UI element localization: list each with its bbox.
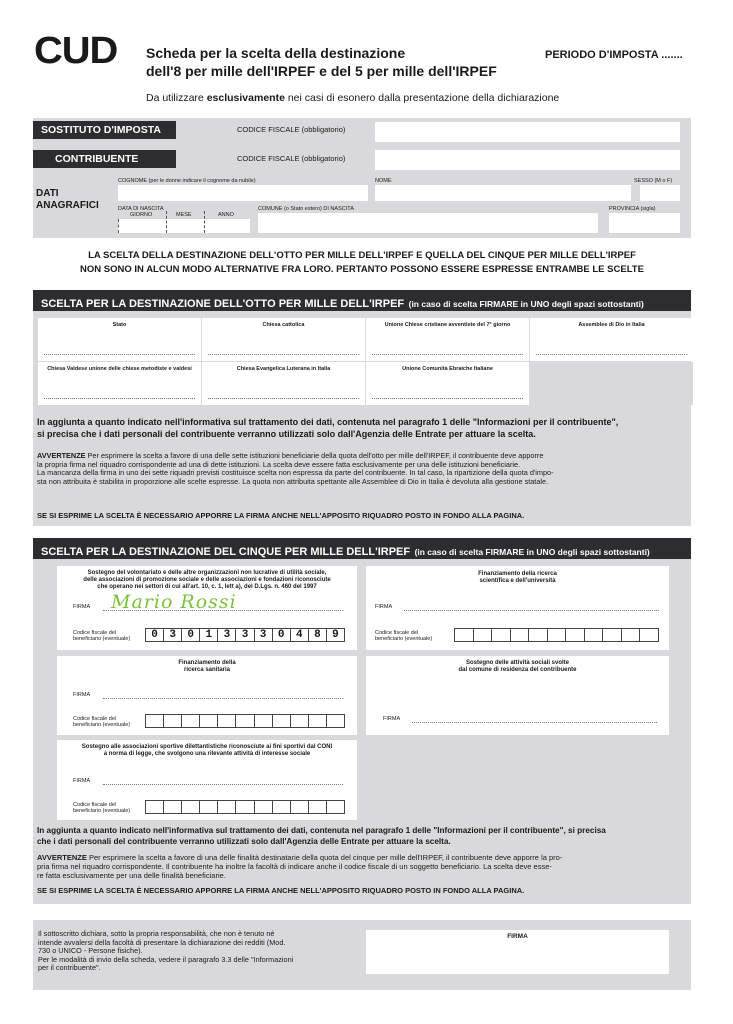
box3-cf-digits[interactable]: [145, 714, 345, 728]
otto-choice-label: Unione Comunità Ebraiche Italiane: [402, 366, 493, 372]
cognome-field[interactable]: [118, 185, 368, 201]
cf-digit-empty: [236, 801, 254, 813]
cf-digit-empty: [182, 801, 200, 813]
cinque-avvertenze: [37, 853, 687, 880]
otto-title: SCELTA PER LA DESTINAZIONE DELL'OTTO PER MILLE DELL'IRPEF: [41, 298, 405, 310]
box2-cf-digits[interactable]: [454, 628, 659, 642]
cinque-box-volontariato[interactable]: [57, 566, 357, 650]
otto-avv-label: AVVERTENZE: [37, 451, 86, 460]
box5-cf-label-2: beneficiario (eventuale): [73, 808, 131, 814]
cf-digit-empty: [146, 715, 164, 727]
otto-signature-line: [536, 354, 687, 355]
otto-signature-line: [208, 398, 359, 399]
anno-label: ANNO: [218, 212, 234, 218]
box3-cf-label-2: beneficiario (eventuale): [73, 722, 131, 728]
cinque-avv-3: re fatta esclusivamente per una delle finalità beneficiarie.: [37, 871, 226, 880]
otto-signature-line: [44, 398, 195, 399]
footer-declaration: [38, 930, 293, 973]
date-divider-1: [166, 211, 167, 233]
otto-choice-box[interactable]: [202, 318, 365, 361]
cf-digit: 8: [309, 629, 327, 641]
otto-sign-note: SE SI ESPRIME LA SCELTA È NECESSARIO APPORRE LA FIRMA ANCHE NELL'APPOSITO RIQUADRO POSTO IN FONDO ALLA PAGINA.: [37, 511, 525, 520]
box3-desc-1: Finanziamento della: [178, 660, 236, 666]
otto-avv-4: sta non attribuita è stabilita in proporzione alle scelte espresse. La quota non attribuita spettante alle Assemblee di Dio in Italia è devoluta alla gestione statale.: [37, 476, 549, 486]
cognome-label: COGNOME (per le donne indicare il cognome da nubile): [118, 178, 256, 184]
cf-digit: 4: [291, 629, 309, 641]
footer-line-2: intende avvalersi della facoltà di presentare la dichiarazione dei redditi (Mod.: [38, 937, 286, 947]
cinque-box-sportive[interactable]: [57, 740, 357, 820]
otto-choice-label: Stato: [112, 322, 127, 328]
nome-field[interactable]: [375, 185, 631, 201]
box4-signature-line: [412, 722, 657, 723]
cf-digit-empty: [236, 715, 254, 727]
cinque-header: [33, 538, 691, 559]
cf-digit: 0: [182, 629, 200, 641]
mese-label: MESE: [176, 212, 192, 218]
cf-digit: 1: [200, 629, 218, 641]
box4-firma-label: FIRMA: [383, 716, 401, 722]
cud-logo: CUD: [34, 30, 118, 72]
notice-line-2: NON SONO IN ALCUN MODO ALTERNATIVE FRA LORO. PERTANTO POSSONO ESSERE ESPRESSE ENTRAMBE LE SCELTE: [80, 264, 644, 275]
cinque-sign-note: SE SI ESPRIME LA SCELTA È NECESSARIO APPORRE LA FIRMA ANCHE NELL'APPOSITO RIQUADRO POSTO IN FONDO ALLA PAGINA.: [37, 886, 525, 895]
cinque-info-2: che i dati personali del contribuente verranno utilizzati solo dall'Agenzia delle Entrate per attuare la scelta.: [37, 837, 451, 846]
form-title-line1: Scheda per la scelta della destinazione: [146, 45, 406, 61]
box1-desc-3: che operano nei settori di cui all'art. 10, c. 1, lett a), del D.Lgs. n. 460 del 1997: [97, 584, 317, 590]
date-divider-2: [204, 211, 205, 233]
subtitle-post: nei casi di esonero dalla presentazione della dichiarazione: [284, 92, 560, 104]
provincia-label: PROVINCIA (sigla): [609, 206, 656, 212]
cf-digit: 3: [218, 629, 236, 641]
cinque-avv-1: Per esprimere la scelta a favore di una delle finalità destinatarie della quota del cinque per mille dell'IRPEF, il contribuente deve apporre la pro-: [86, 853, 563, 862]
cf-digit-empty: [492, 629, 511, 641]
otto-signature-line: [372, 398, 523, 399]
cf-digit-empty: [529, 629, 548, 641]
otto-choice-box[interactable]: [366, 318, 529, 361]
cinque-avv-2: pria firma nel riquadro corrispondente. Il contribuente ha inoltre la facoltà di indicare anche il codice fiscale di un soggetto beneficiario. La scelta deve esse-: [37, 862, 552, 871]
cf-digit-empty: [273, 715, 291, 727]
cf-digit-empty: [327, 801, 345, 813]
cf-digit-empty: [511, 629, 530, 641]
box4-desc-1: Sostegno delle attività sociali svolte: [465, 660, 570, 666]
otto-empty-cell: [530, 362, 693, 405]
contribuente-cf-label: CODICE FISCALE (obbligatorio): [237, 154, 346, 163]
box5-cf-label-1: Codice fiscale del: [73, 802, 117, 808]
cf-digit: 3: [164, 629, 182, 641]
notice-line-1: LA SCELTA DELLA DESTINAZIONE DELL'OTTO PER MILLE DELL'IRPEF E QUELLA DEL CINQUE PER MILLE DELL'IRPEF: [88, 250, 636, 261]
cf-digit-empty: [585, 629, 604, 641]
box2-desc-2: scientifica e dell'università: [479, 578, 556, 584]
cf-digit-empty: [603, 629, 622, 641]
nome-label: NOME: [375, 178, 392, 184]
footer-line-3: 730 o UNICO - Persone fisiche).: [38, 946, 143, 956]
box3-cf-label-1: Codice fiscale del: [73, 716, 117, 722]
cf-digit-empty: [327, 715, 345, 727]
cf-digit-empty: [182, 715, 200, 727]
box3-firma-label: FIRMA: [73, 692, 91, 698]
footer-line-4: Per le modalità di invio della scheda, vedere il paragrafo 3.3 delle "Informazioni: [38, 954, 294, 964]
cinque-info-1: In aggiunta a quanto indicato nell'informativa sul trattamento dei dati, contenuta nel paragrafo 1 delle "Informazioni per il contribuente", si precisa: [37, 826, 606, 835]
otto-choice-box[interactable]: [202, 362, 365, 405]
cinque-title-note: (in caso di scelta FIRMARE in UNO degli spazi sottostanti): [414, 547, 650, 557]
dati-label-2: ANAGRAFICI: [36, 200, 99, 211]
footer-signature-box[interactable]: [366, 930, 669, 974]
cf-digit-empty: [474, 629, 493, 641]
box5-signature-line: [103, 784, 343, 785]
cf-digit: 3: [236, 629, 254, 641]
box5-cf-digits[interactable]: [145, 800, 345, 814]
cf-digit-empty: [200, 801, 218, 813]
box1-signature: Mario Rossi: [111, 591, 237, 613]
cf-digit: 3: [255, 629, 273, 641]
otto-signature-line: [208, 354, 359, 355]
cf-digit-empty: [640, 629, 659, 641]
otto-choice-box[interactable]: [38, 362, 201, 405]
cf-digit-empty: [291, 801, 309, 813]
giorno-label: GIORNO: [130, 212, 153, 218]
cinque-box-ricerca-sanitaria[interactable]: [57, 656, 357, 735]
otto-choice-label: Chiesa Evangelica Luterana in Italia: [236, 366, 331, 372]
form-subtitle: [146, 92, 559, 104]
box5-desc-2: a norma di legge, che svolgono una rilevante attività di interesse sociale: [103, 751, 311, 757]
cf-digit-empty: [218, 801, 236, 813]
box1-desc-1: Sostegno del volontariato e delle altre organizzazioni non lucrative di utilità sociale,: [87, 570, 327, 576]
cinque-title: SCELTA PER LA DESTINAZIONE DEL CINQUE PER MILLE DELL'IRPEF: [41, 546, 411, 558]
subtitle-bold: esclusivamente: [206, 92, 285, 104]
box2-signature-line: [404, 610, 659, 611]
footer-line-5: per il contribuente".: [38, 963, 101, 973]
otto-avv-2: la propria firma nel riquadro corrispondente ad una di dette istituzioni. La scelta deve essere fatta esclusivamente per una delle istituzioni beneficiarie.: [37, 459, 521, 469]
otto-info-1: In aggiunta a quanto indicato nell'informativa sul trattamento dei dati, contenuta nel paragrafo 1 delle "Informazioni per il contribuente",: [37, 417, 619, 427]
footer-firma-label: FIRMA: [507, 933, 528, 940]
footer-line-1: Il sottoscritto dichiara, sotto la propria responsabilità, che non è tenuto né: [38, 929, 275, 938]
otto-header: [33, 290, 691, 311]
box5-firma-label: FIRMA: [73, 778, 91, 784]
otto-avv-1: Per esprimere la scelta a favore di una delle sette istituzioni beneficiarie della quota dell'otto per mille dell'IRPEF, il contribuente deve apporre: [85, 451, 544, 460]
box3-desc-2: ricerca sanitaria: [183, 667, 231, 673]
tax-period: PERIODO D'IMPOSTA .......: [545, 49, 683, 61]
cf-digit-empty: [218, 715, 236, 727]
data-nascita-field[interactable]: [118, 219, 250, 233]
box2-cf-label-1: Codice fiscale del: [375, 630, 419, 636]
cf-digit-empty: [622, 629, 641, 641]
cf-digit-empty: [291, 715, 309, 727]
cf-digit-empty: [146, 801, 164, 813]
dati-label-1: DATI: [36, 188, 59, 199]
subtitle-pre: Da utilizzare: [146, 92, 207, 104]
cf-digit-empty: [255, 801, 273, 813]
cinque-box-comune[interactable]: [366, 656, 669, 735]
box5-desc-1: Sostegno alle associazioni sportive dilettantistiche riconosciute ai fini sportivi dal CONI: [81, 744, 333, 750]
otto-choice-label: Chiesa Valdese unione delle chiese metodiste e valdesi: [47, 366, 192, 372]
otto-choice-box[interactable]: [38, 318, 201, 361]
otto-avv-3: La mancanza della firma in uno dei sette riquadri previsti costituisce scelta non espressa da parte del contribuente. In tal caso, la ripartizione della quota d'impo-: [37, 468, 554, 478]
cf-digit-empty: [164, 801, 182, 813]
cf-digit: 0: [146, 629, 164, 641]
otto-title-note: (in caso di scelta FIRMARE in UNO degli spazi sottostanti): [408, 299, 644, 309]
otto-info-2: si precisa che i dati personali del contribuente verranno utilizzati solo dall'Agenzia delle Entrate per attuare la scelta.: [37, 429, 536, 439]
sostituto-cf-label: CODICE FISCALE (obbligatorio): [237, 125, 346, 134]
otto-choice-box[interactable]: [530, 318, 693, 361]
comune-field[interactable]: [258, 213, 598, 233]
cf-digit-empty: [200, 715, 218, 727]
box2-cf-label-2: beneficiario (eventuale): [375, 636, 433, 642]
cf-digit-empty: [548, 629, 567, 641]
data-nascita-label: DATA DI NASCITA: [118, 206, 164, 212]
cinque-avv-label: AVVERTENZE: [37, 853, 87, 862]
cf-digit: 9: [327, 629, 345, 641]
provincia-field[interactable]: [609, 213, 680, 233]
box1-cf-digits[interactable]: [145, 628, 345, 642]
otto-signature-line: [44, 354, 195, 355]
box1-firma-label: FIRMA: [73, 604, 91, 610]
otto-signature-line: [372, 354, 523, 355]
otto-choice-label: Assemblee di Dio in Italia: [578, 322, 645, 328]
cf-digit: 0: [273, 629, 291, 641]
comune-label: COMUNE (o Stato estero) DI NASCITA: [258, 206, 354, 212]
sostituto-cf-field[interactable]: [375, 122, 680, 142]
box1-cf-label-1: Codice fiscale del: [73, 630, 117, 636]
contribuente-cf-field[interactable]: [375, 150, 680, 170]
cf-digit-empty: [255, 715, 273, 727]
otto-choice-label: Unione Chiese cristiane avventiste del 7° giorno: [384, 322, 511, 328]
contribuente-label: CONTRIBUENTE: [33, 150, 176, 168]
otto-choice-label: Chiesa cattolica: [262, 322, 305, 328]
otto-choice-box[interactable]: [366, 362, 529, 405]
cinque-box-ricerca-scientifica[interactable]: [366, 566, 669, 650]
cf-digit-empty: [566, 629, 585, 641]
cf-digit-empty: [309, 715, 327, 727]
box1-cf-label-2: beneficiario (eventuale): [73, 636, 131, 642]
box4-desc-2: dal comune di residenza del contribuente: [458, 667, 577, 673]
form-title-line2: dell'8 per mille dell'IRPEF e del 5 per mille dell'IRPEF: [146, 63, 497, 79]
box2-firma-label: FIRMA: [375, 604, 393, 610]
cf-digit-empty: [273, 801, 291, 813]
sesso-label: SESSO (M o F): [634, 178, 673, 184]
sostituto-label: SOSTITUTO D'IMPOSTA: [33, 121, 176, 139]
box3-signature-line: [103, 698, 343, 699]
otto-avvertenze: [37, 452, 687, 486]
sesso-field[interactable]: [640, 185, 680, 201]
box2-desc-1: Finanziamento della ricerca: [478, 571, 557, 577]
cf-digit-empty: [455, 629, 474, 641]
box1-desc-2: delle associazioni di promozione sociale e delle associazioni e fondazioni riconosciute: [83, 577, 331, 583]
cf-digit-empty: [309, 801, 327, 813]
cf-digit-empty: [164, 715, 182, 727]
